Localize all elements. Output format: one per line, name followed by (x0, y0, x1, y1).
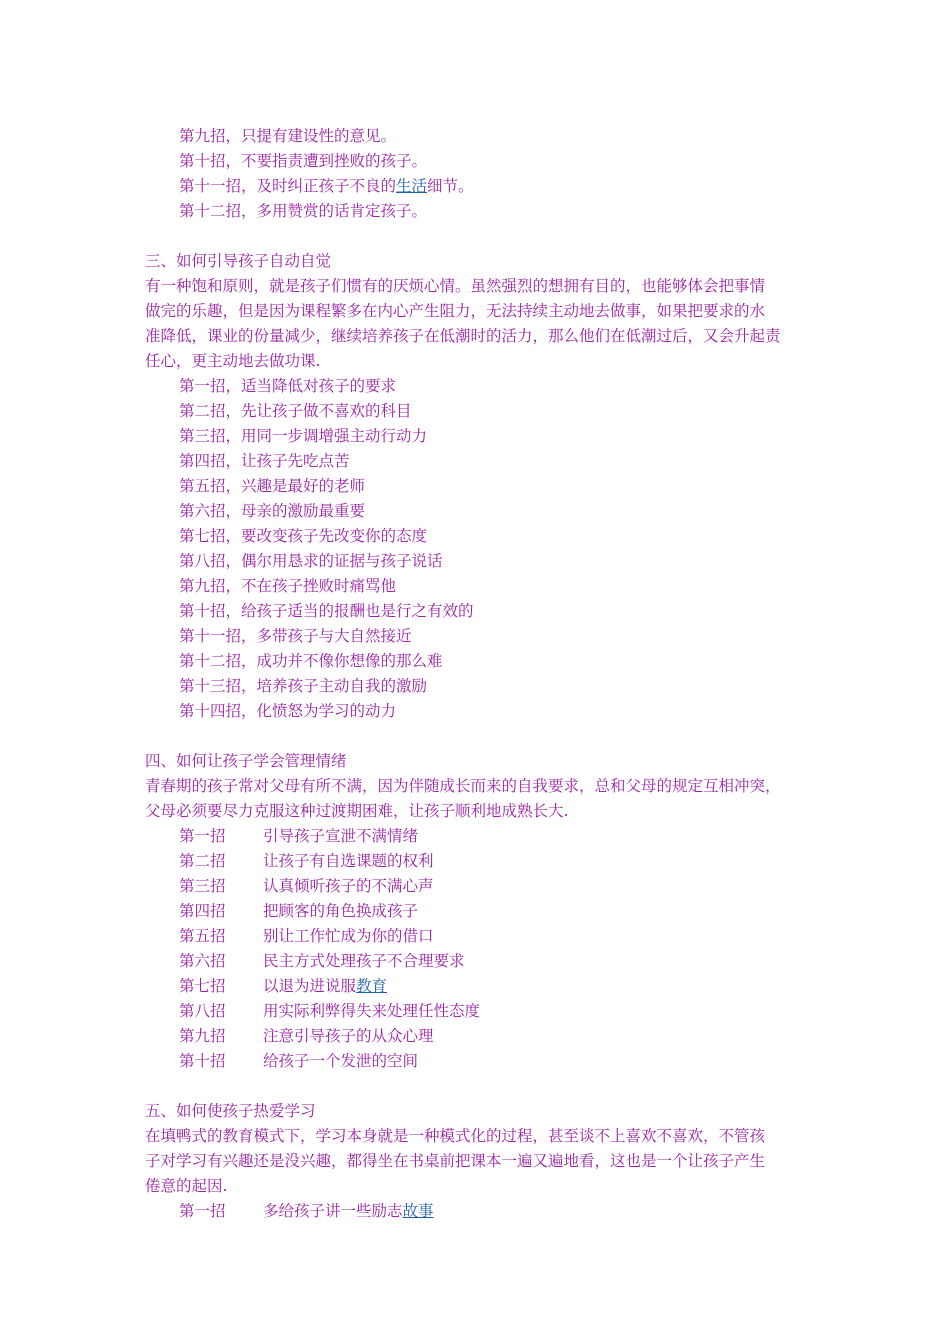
paragraph-line: 有一种饱和原则，就是孩子们惯有的厌烦心情。虽然强烈的想拥有目的，也能够体会把事情 (145, 277, 766, 295)
list-item: 第十三招，培养孩子主动自我的激励 (179, 677, 428, 695)
paragraph-line: 倦意的起因. (145, 1177, 228, 1195)
paragraph-line: 父母必须要尽力克服这种过渡期困难，让孩子顺利地成熟长大. (145, 802, 569, 820)
list-item: 第九招，不在孩子挫败时痛骂他 (179, 577, 397, 595)
list-item: 第十招，给孩子适当的报酬也是行之有效的 (179, 602, 474, 620)
list-item: 第十一招，及时纠正孩子不良的生活细节。 (179, 177, 474, 195)
list-item: 第四招，让孩子先吃点苦 (179, 452, 350, 470)
list-item: 第十一招，多带孩子与大自然接近 (179, 627, 412, 645)
list-item: 第二招 让孩子有自选课题的权利 (179, 852, 434, 870)
list-item: 第八招，偶尔用恳求的证据与孩子说话 (179, 552, 443, 570)
list-item: 第十招，不要指责遭到挫败的孩子。 (179, 152, 428, 170)
list-item: 第七招 以退为进说服教育 (179, 977, 388, 995)
list-item: 第一招，适当降低对孩子的要求 (179, 377, 397, 395)
paragraph-line: 在填鸭式的教育模式下，学习本身就是一种模式化的过程，甚至谈不上喜欢不喜欢，不管孩 (145, 1127, 766, 1145)
list-item: 第五招 别让工作忙成为你的借口 (179, 927, 434, 945)
section-heading: 三、如何引导孩子自动自觉 (145, 252, 332, 270)
list-item: 第三招，用同一步调增强主动行动力 (179, 427, 428, 445)
list-item: 第十二招，多用赞赏的话肯定孩子。 (179, 202, 428, 220)
list-item: 第七招，要改变孩子先改变你的态度 (179, 527, 428, 545)
paragraph-line: 任心，更主动地去做功课. (145, 352, 321, 370)
list-item: 第九招，只提有建设性的意见。 (179, 127, 397, 145)
document-page (145, 124, 825, 1224)
list-item: 第三招 认真倾听孩子的不满心声 (179, 877, 434, 895)
link-gushi[interactable]: 故事 (402, 1202, 434, 1220)
list-item: 第六招，母亲的激励最重要 (179, 502, 366, 520)
list-item: 第六招 民主方式处理孩子不合理要求 (179, 952, 465, 970)
list-item: 第五招，兴趣是最好的老师 (179, 477, 366, 495)
list-item: 第一招 多给孩子讲一些励志故事 (179, 1202, 434, 1220)
paragraph-line: 做完的乐趣，但是因为课程繁多在内心产生阻力，无法持续主动地去做事，如果把要求的水 (145, 302, 766, 320)
list-item: 第一招 引导孩子宣泄不满情绪 (179, 827, 419, 845)
paragraph-line: 青春期的孩子常对父母有所不满，因为伴随成长而来的自我要求，总和父母的规定互相冲突， (145, 777, 781, 795)
list-item: 第十二招，成功并不像你想像的那么难 (179, 652, 443, 670)
section-heading: 四、如何让孩子学会管理情绪 (145, 752, 347, 770)
paragraph-line: 准降低，课业的份量减少，继续培养孩子在低潮时的活力，那么他们在低潮过后，又会升起责 (145, 327, 781, 345)
link-shenghuo[interactable]: 生活 (396, 177, 428, 195)
list-item: 第九招 注意引导孩子的从众心理 (179, 1027, 434, 1045)
section-heading: 五、如何使孩子热爱学习 (145, 1102, 316, 1120)
list-item: 第四招 把顾客的角色换成孩子 (179, 902, 419, 920)
paragraph-line: 子对学习有兴趣还是没兴趣，都得坐在书桌前把课本一遍又遍地看，这也是一个让孩子产生 (145, 1152, 766, 1170)
link-jiaoyu[interactable]: 教育 (356, 977, 388, 995)
list-item: 第十四招，化愤怒为学习的动力 (179, 702, 397, 720)
list-item: 第二招，先让孩子做不喜欢的科目 (179, 402, 412, 420)
list-item: 第八招 用实际利弊得失来处理任性态度 (179, 1002, 481, 1020)
list-item: 第十招 给孩子一个发泄的空间 (179, 1052, 419, 1070)
